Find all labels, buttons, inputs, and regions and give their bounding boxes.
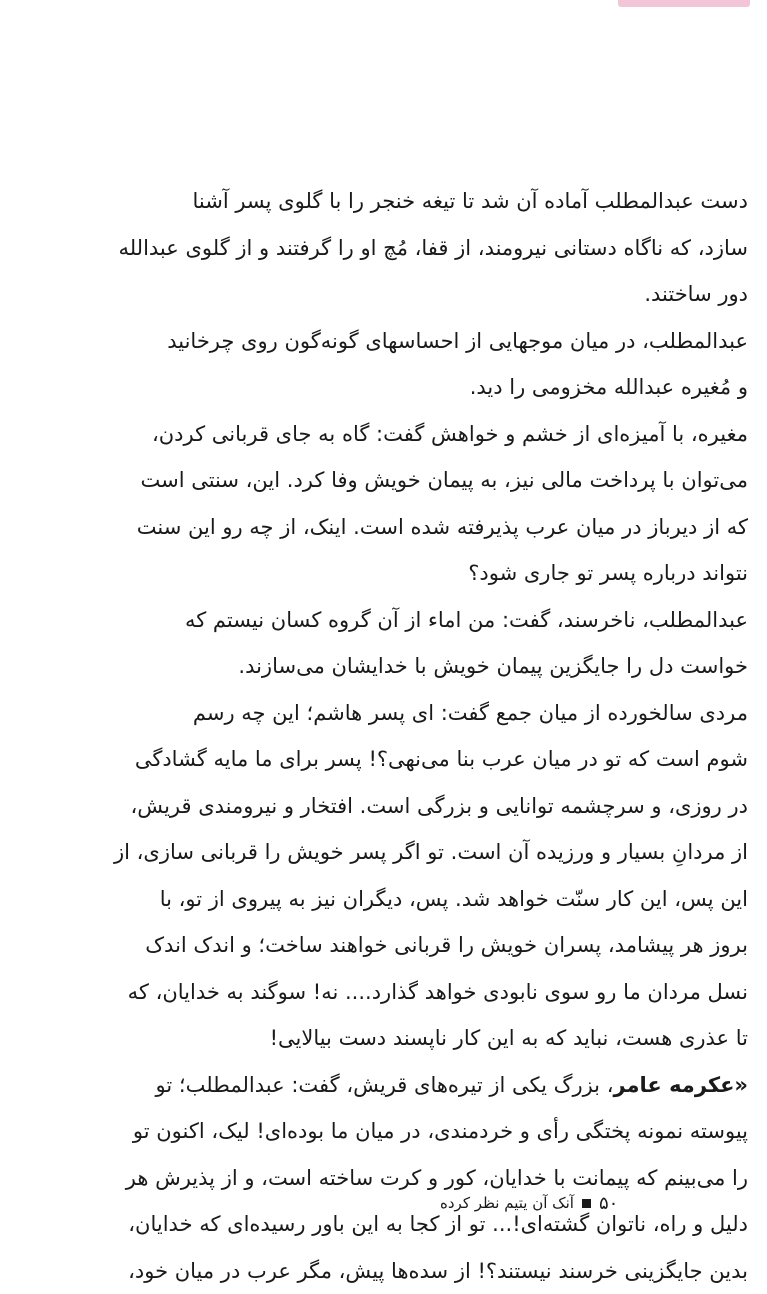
page-number: ۵۰ (599, 1193, 618, 1214)
text-line: بدین جایگزینی خرسند نیستند؟! از سده‌ها پیش، مگر عرب در میان خود، (22, 1248, 748, 1294)
text-line: دلیل و راه، ناتوان گشته‌ای!... تو از کجا به این باور رسیده‌ای که خدایان، (22, 1201, 748, 1248)
text-line: عبدالمطلب، ناخرسند، گفت: من اماء از آن گروه کسان نیستم که (22, 597, 748, 644)
separator-square-icon (582, 1199, 591, 1208)
text-line: سازد، که ناگاه دستانی نیرومند، از قفا، مُچ او را گرفتند و از گلوی عبدالله (22, 225, 748, 272)
text-line: نتواند درباره پسر تو جاری شود؟ (22, 550, 748, 597)
paragraph (22, 178, 748, 318)
text-line: عبدالمطلب، در میان موجهایی از احساسهای گونه‌گون روی چرخانید (22, 318, 748, 365)
page-body (22, 178, 748, 1198)
paragraph (22, 597, 748, 690)
paragraph (22, 318, 748, 411)
text-line: خواست دل را جایگزین پیمان خویش با خدایشان می‌سازند. (22, 643, 748, 690)
paragraph (22, 1062, 748, 1294)
text-line: دور ساختند. (22, 271, 748, 318)
text-line: شوم است که تو در میان عرب بنا می‌نهی؟! پسر برای ما مایه گشادگی (22, 736, 748, 783)
paragraph (22, 411, 748, 597)
text-line: پیوسته نمونه پختگی رأی و خردمندی، در میان ما بوده‌ای! لیک، اکنون تو (22, 1108, 748, 1155)
text-line: این پس، این کار سنّت خواهد شد. پس، دیگران نیز به پیروی از تو، با (22, 876, 748, 923)
text-line: و مُغیره عبدالله مخزومی را دید. (22, 364, 748, 411)
text-line: مردی سالخورده از میان جمع گفت: ای پسر هاشم؛ این چه رسم (22, 690, 748, 737)
text-line: می‌توان با پرداخت مالی نیز، به پیمان خویش وفا کرد. این، سنتی است (22, 457, 748, 504)
text-line: بروز هر پیشامد، پسران خویش را قربانی خواهند ساخت؛ و اندک اندک (22, 922, 748, 969)
page-footer (440, 1188, 740, 1218)
page-tab-marker (618, 0, 750, 7)
paragraph (22, 690, 748, 1062)
speaker-name: «عکرمه عامر (613, 1073, 748, 1097)
text-line: تا عذری هست، نباید که به این کار ناپسند دست بیالایی! (22, 1015, 748, 1062)
running-title: آنک آن یتیم نظر کرده (440, 1194, 574, 1212)
text-line-rest: ، بزرگ یکی از تیره‌های قریش، گفت: عبدالمطلب؛ تو (156, 1073, 614, 1097)
text-line: دست عبدالمطلب آماده آن شد تا تیغه خنجر را با گلوی پسر آشنا (22, 178, 748, 225)
text-line: را می‌بینم که پیمانت با خدایان، کور و کرت ساخته است، و از پذیرش هر (22, 1155, 748, 1202)
text-line: که از دیرباز در میان عرب پذیرفته شده است. اینک، از چه رو این سنت (22, 504, 748, 551)
text-line: مغیره، با آمیزه‌ای از خشم و خواهش گفت: گاه به جای قربانی کردن، (22, 411, 748, 458)
text-line: در روزی، و سرچشمه توانایی و بزرگی است. افتخار و نیرومندی قریش، (22, 783, 748, 830)
text-line: نسل مردان ما رو سوی نابودی خواهد گذارد.... نه! سوگند به خدایان، که (22, 969, 748, 1016)
text-line (22, 1062, 748, 1109)
text-line: از مردانِ بسیار و ورزیده آن است. تو اگر پسر خویش را قربانی سازی، از (22, 829, 748, 876)
